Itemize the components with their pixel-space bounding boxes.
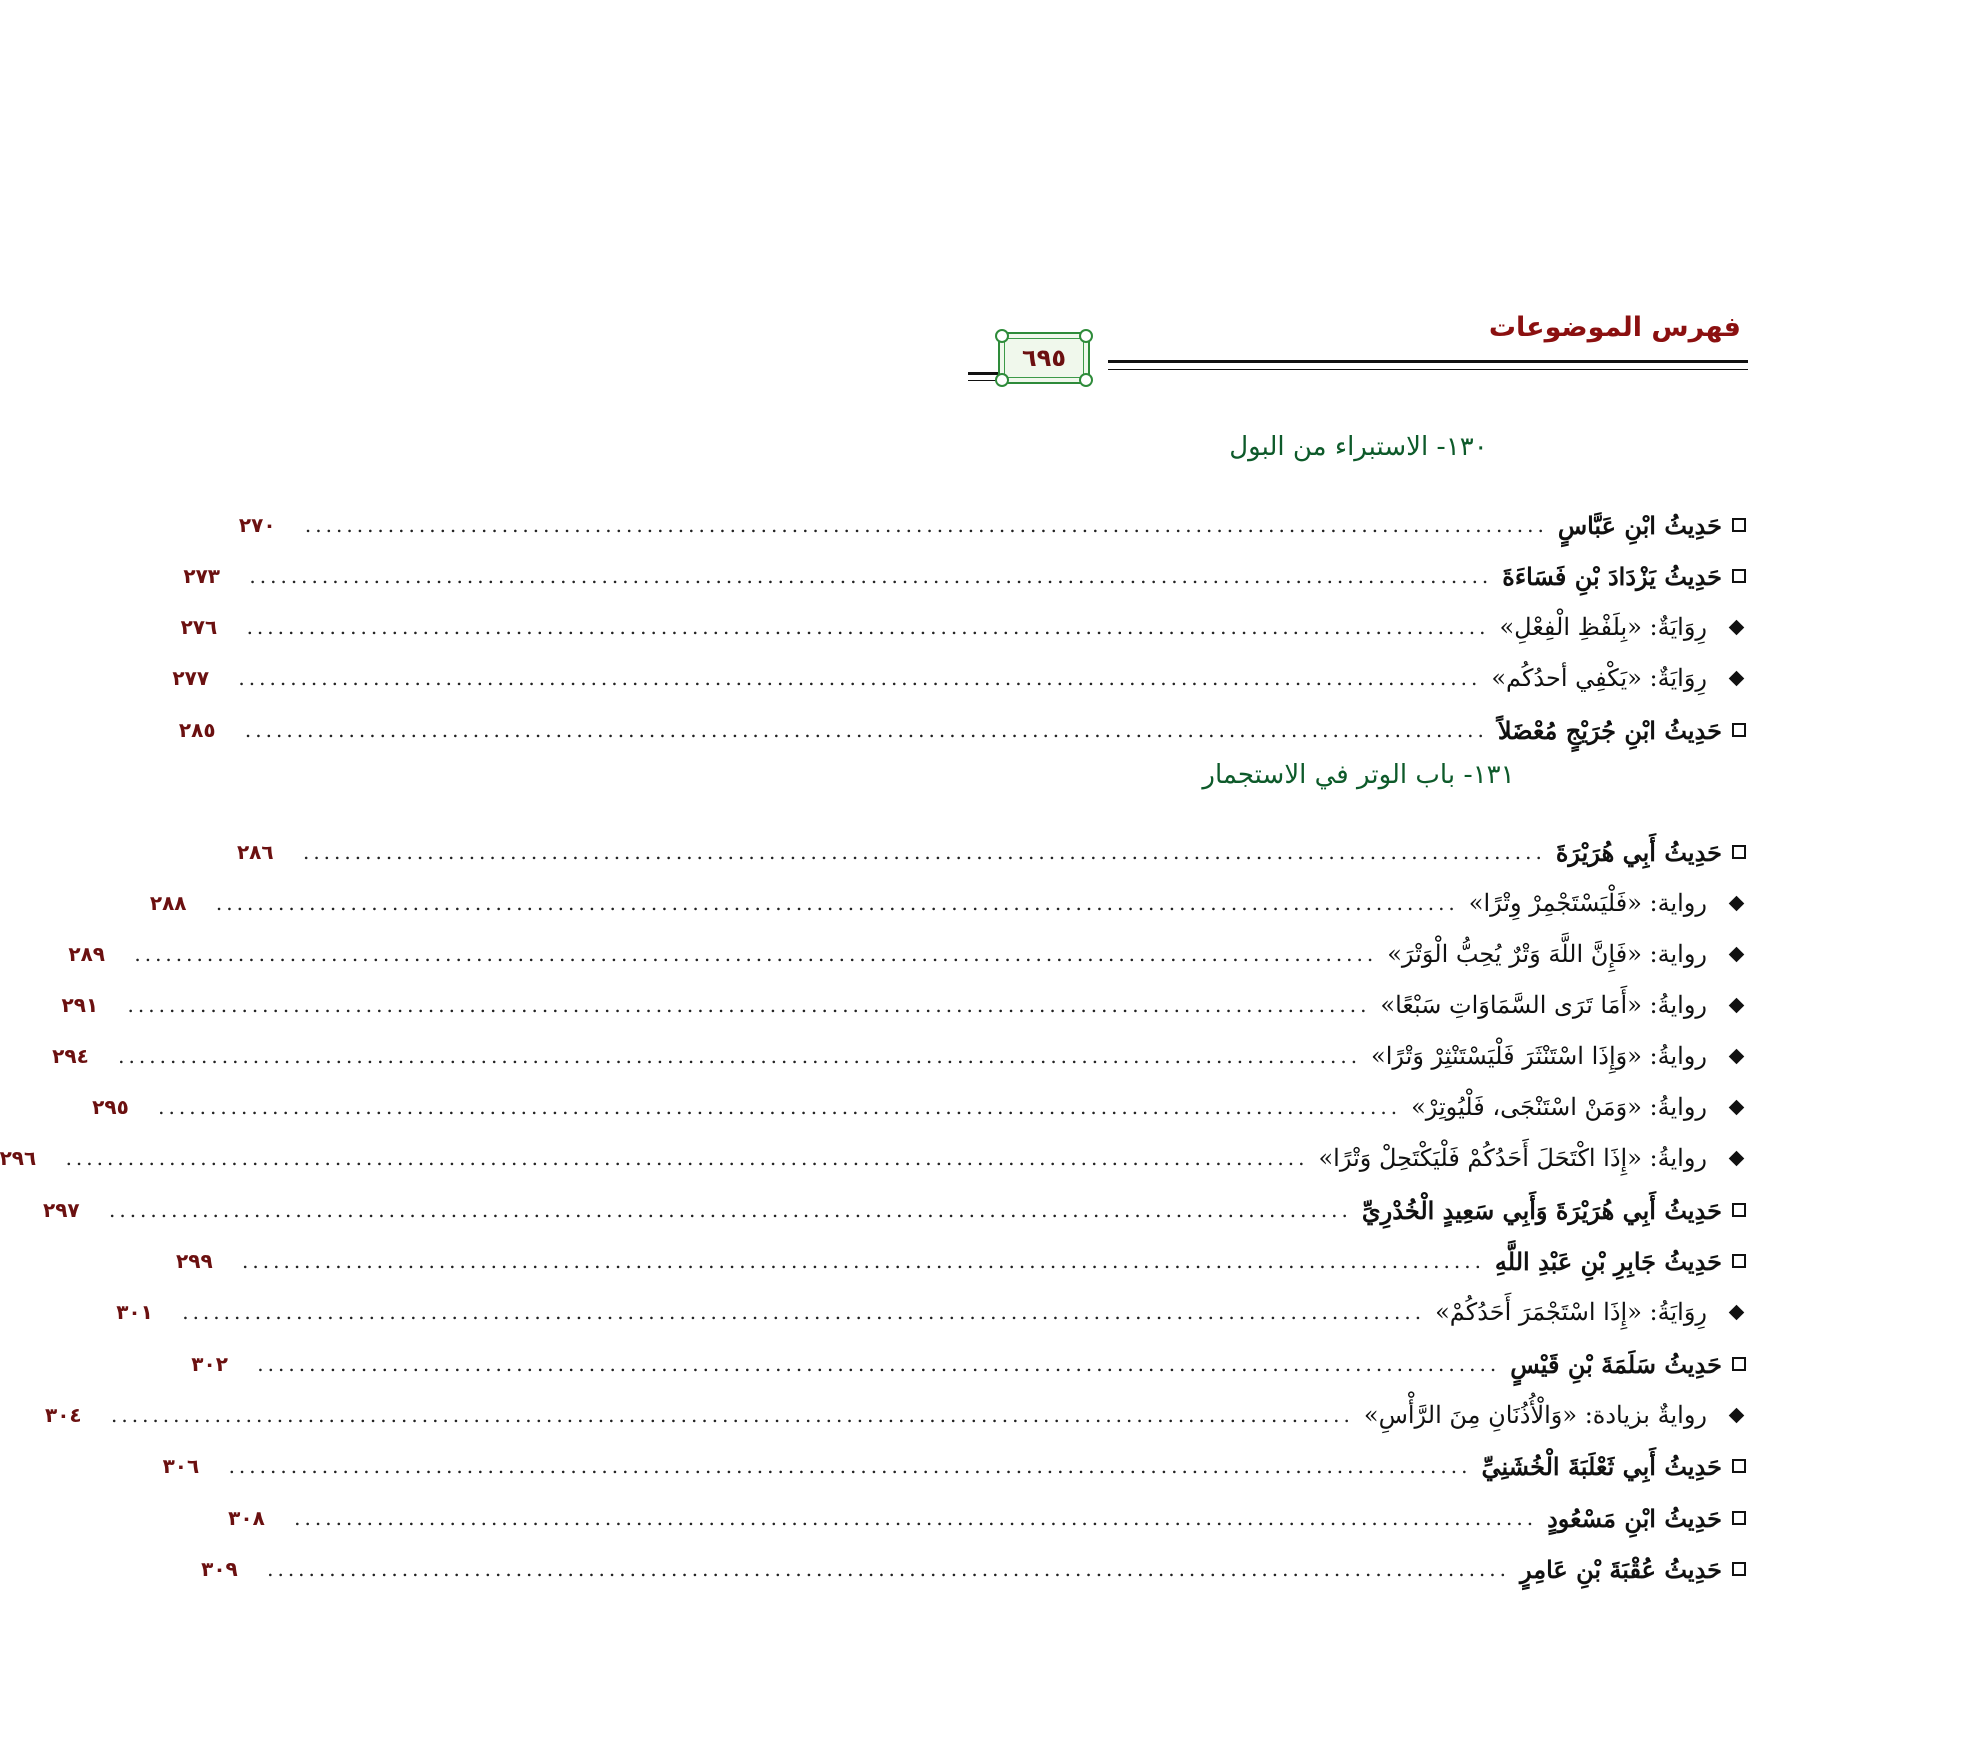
ornament-icon — [1079, 373, 1093, 387]
entry-title: حَدِيثُ ابْنِ مَسْعُودٍ — [1547, 1503, 1722, 1533]
entry-title: روايةُ: «وَإِذَا اسْتَنْثَرَ فَلْيَسْتَنْثِرْ وَتْرًا» — [1371, 1042, 1707, 1070]
entry-title: حَدِيثُ ابْنِ عَبَّاسٍ — [1557, 510, 1722, 540]
header-rule-left — [968, 372, 998, 375]
header-rule — [1108, 360, 1748, 363]
dot-leader: ........................................................................................................................ — [215, 891, 1459, 915]
diamond-bullet-icon — [1717, 1102, 1746, 1113]
entry-title: رِوَايَةٌ: «يَكْفِي أحدُكُم» — [1491, 664, 1707, 692]
entry-page-number: ٢٧٠ — [238, 513, 276, 537]
entry-page-number: ٢٨٦ — [236, 840, 274, 864]
page-number: ٦٩٥ — [1022, 344, 1066, 372]
dot-leader: ........................................................................................................................ — [108, 1198, 1352, 1222]
ornament-icon — [995, 373, 1009, 387]
entry-title: رواية: «فَإِنَّ اللَّهَ وَتْرٌ يُحِبُّ الْوَتْرَ» — [1387, 940, 1707, 968]
diamond-bullet-icon — [1717, 898, 1746, 909]
entry-page-number: ٢٩١ — [61, 993, 99, 1017]
entry-title: رِوَايَةٌ: «بِلَفْظِ الْفِعْلِ» — [1499, 613, 1707, 641]
square-bullet-icon — [1732, 1459, 1746, 1473]
toc-entry-sub — [180, 604, 1746, 650]
entry-title: رِوَايَةُ: «إِذَا اسْتَجْمَرَ أَحَدُكُمْ» — [1435, 1298, 1707, 1326]
entry-page-number: ٣٠٨ — [228, 1506, 265, 1530]
dot-leader: ........................................................................................................................ — [242, 1249, 1485, 1273]
square-bullet-icon — [1732, 1254, 1746, 1268]
toc-entry-sub — [61, 982, 1746, 1028]
dot-leader: ........................................................................................................................ — [246, 615, 1490, 639]
dot-leader: ........................................................................................................................ — [127, 993, 1371, 1017]
entry-page-number: ٢٩٩ — [176, 1249, 213, 1273]
entry-page-number: ٢٧٣ — [183, 564, 221, 588]
entry-page-number: ٢٩٦ — [0, 1146, 37, 1170]
entry-page-number: ٢٧٦ — [180, 615, 218, 639]
dot-leader: ........................................................................................................................ — [304, 513, 1548, 537]
toc-entry-sub — [92, 1084, 1746, 1130]
entry-page-number: ٢٩٧ — [42, 1198, 80, 1222]
toc-entry-sub — [52, 1033, 1746, 1079]
dot-leader: ........................................................................................................................ — [257, 1352, 1501, 1376]
dot-leader: ........................................................................................................................ — [249, 564, 1493, 588]
toc-entry-main — [238, 502, 1746, 548]
dot-leader: ........................................................................................................................ — [111, 1403, 1354, 1427]
entry-page-number: ٢٩٥ — [92, 1095, 129, 1119]
diamond-bullet-icon — [1717, 1051, 1746, 1062]
diamond-bullet-icon — [1717, 1153, 1746, 1164]
square-bullet-icon — [1732, 845, 1746, 859]
entry-page-number: ٣٠٢ — [191, 1352, 228, 1376]
entry-page-number: ٢٨٩ — [68, 942, 105, 966]
toc-entry-main — [176, 1238, 1746, 1284]
dot-leader: ........................................................................................................................ — [302, 840, 1546, 864]
toc-entry-sub — [45, 1392, 1746, 1438]
dot-leader: ........................................................................................................................ — [244, 718, 1488, 742]
entry-page-number: ٢٩٤ — [52, 1044, 89, 1068]
entry-title: حَدِيثُ أَبِي ثَعْلَبَةَ الْخُشَنِيِّ — [1481, 1451, 1722, 1481]
toc-entry-sub — [0, 1135, 1746, 1181]
diamond-bullet-icon — [1717, 949, 1746, 960]
section-heading: ١٣٠- الاستبراء من البول — [1229, 432, 1488, 462]
toc-entry-sub — [68, 931, 1746, 977]
toc-entry-sub — [149, 880, 1746, 926]
toc-entry-main — [162, 1443, 1746, 1489]
toc-entry-main — [183, 553, 1746, 599]
diamond-bullet-icon — [1717, 622, 1746, 633]
section-heading: ١٣١- باب الوتر في الاستجمار — [1202, 760, 1515, 790]
entry-page-number: ٣٠٤ — [45, 1403, 82, 1427]
entry-title: حَدِيثُ يَزْدَادَ بْنِ فَسَاءَةَ — [1502, 561, 1722, 591]
entry-title: روايةُ: «وَمَنْ اسْتَنْجَى، فَلْيُوتِرْ» — [1411, 1093, 1707, 1121]
header-rule-left-thin — [968, 380, 998, 381]
entry-title: حَدِيثُ أَبِي هُرَيْرَةَ — [1555, 837, 1722, 867]
entry-page-number: ٢٨٨ — [149, 891, 187, 915]
entry-title: روايةُ: «أَمَا تَرَى السَّمَاوَاتِ سَبْعًا» — [1380, 991, 1707, 1019]
diamond-bullet-icon — [1717, 1410, 1746, 1421]
toc-entry-main — [201, 1546, 1746, 1592]
dot-leader: ........................................................................................................................ — [228, 1454, 1472, 1478]
diamond-bullet-icon — [1717, 673, 1746, 684]
toc-entry-sub — [172, 655, 1746, 701]
dot-leader: ........................................................................................................................ — [65, 1146, 1309, 1170]
ornament-icon — [995, 329, 1009, 343]
entry-title: روايةُ: «إِذَا اكْتَحَلَ أَحَدُكُمْ فَلْيَكْتَحِلْ وَتْرًا» — [1318, 1144, 1707, 1172]
entry-title: حَدِيثُ أَبِي هُرَيْرَةَ وَأَبِي سَعِيدٍ الْخُدْرِيِّ — [1361, 1195, 1722, 1225]
toc-entry-main — [42, 1187, 1746, 1233]
square-bullet-icon — [1732, 569, 1746, 583]
diamond-bullet-icon — [1717, 1000, 1746, 1011]
ornament-icon — [1079, 329, 1093, 343]
entry-title: رواية: «فَلْيَسْتَجْمِرْ وِتْرًا» — [1468, 889, 1707, 917]
page-number-frame — [998, 332, 1090, 384]
toc-entry-sub — [116, 1289, 1746, 1335]
dot-leader: ........................................................................................................................ — [134, 942, 1378, 966]
square-bullet-icon — [1732, 1511, 1746, 1525]
entry-title: روايةٌ بزيادة: «وَالْأُذُنَانِ مِنَ الرَّأْسِ» — [1363, 1401, 1707, 1429]
dot-leader: ........................................................................................................................ — [238, 666, 1482, 690]
entry-title: حَدِيثُ عُقْبَةَ بْنِ عَامِرٍ — [1520, 1554, 1722, 1584]
page-header-title: فهرس الموضوعات — [1488, 312, 1741, 343]
entry-title: حَدِيثُ ابْنِ جُرَيْجٍ مُعْضَلاً — [1497, 715, 1722, 745]
dot-leader: ........................................................................................................................ — [267, 1557, 1510, 1581]
dot-leader: ........................................................................................................................ — [158, 1095, 1402, 1119]
diamond-bullet-icon — [1717, 1307, 1746, 1318]
header-rule-thin — [1108, 369, 1748, 370]
dot-leader: ........................................................................................................................ — [182, 1300, 1426, 1324]
entry-title: حَدِيثُ سَلَمَةَ بْنِ قَيْسٍ — [1510, 1349, 1722, 1379]
dot-leader: ........................................................................................................................ — [294, 1506, 1538, 1530]
entry-page-number: ٣٠٩ — [201, 1557, 238, 1581]
toc-entry-main — [236, 829, 1746, 875]
square-bullet-icon — [1732, 518, 1746, 532]
square-bullet-icon — [1732, 723, 1746, 737]
square-bullet-icon — [1732, 1562, 1746, 1576]
square-bullet-icon — [1732, 1357, 1746, 1371]
toc-entry-main — [178, 707, 1746, 753]
toc-entry-main — [228, 1495, 1746, 1541]
entry-title: حَدِيثُ جَابِرِ بْنِ عَبْدِ اللَّهِ — [1494, 1246, 1722, 1276]
square-bullet-icon — [1732, 1203, 1746, 1217]
toc-entry-main — [191, 1341, 1746, 1387]
entry-page-number: ٣٠٦ — [162, 1454, 200, 1478]
entry-page-number: ٣٠١ — [116, 1300, 153, 1324]
entry-page-number: ٢٧٧ — [172, 666, 210, 690]
dot-leader: ........................................................................................................................ — [118, 1044, 1362, 1068]
entry-page-number: ٢٨٥ — [178, 718, 216, 742]
